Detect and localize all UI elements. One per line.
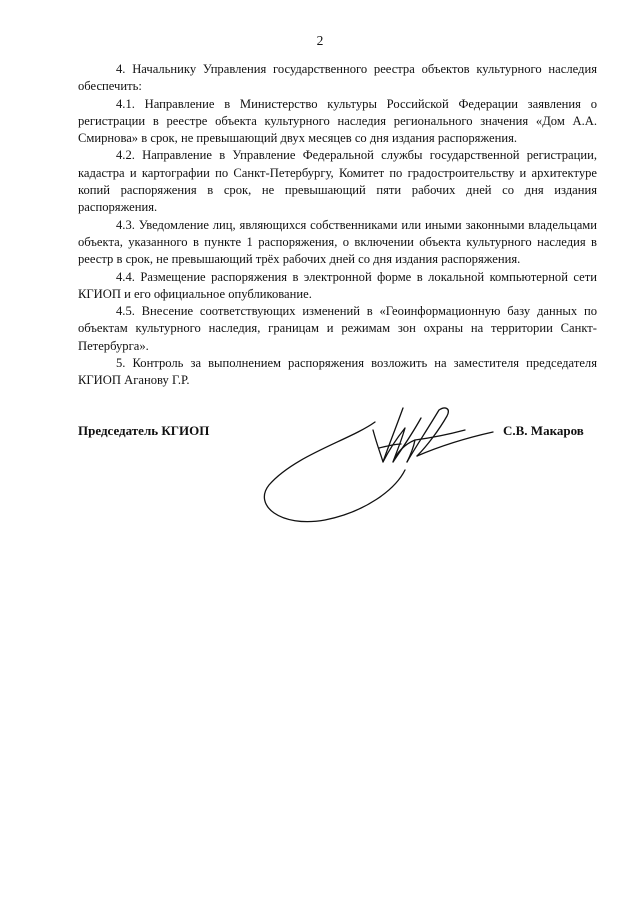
paragraph-4-1: 4.1. Направление в Министерство культуры Российской Федерации заявления о регистрации в реестре объекта культурного наследия регионального значения «Дом А.А. Смирнова» в срок, не превышающий двух месяцев со дня издания распоряжения. bbox=[78, 96, 597, 146]
document-body bbox=[78, 61, 597, 390]
paragraph-4-5: 4.5. Внесение соответствующих изменений в «Геоинформационную базу данных по объектам культурного наследия, границам и режимам зон охраны на территории Санкт-Петербурга». bbox=[78, 304, 597, 353]
signer-name: С.В. Макаров bbox=[503, 423, 584, 438]
paragraph-4: 4. Начальнику Управления государственного реестра объектов культурного наследия обеспечить: bbox=[78, 62, 597, 94]
paragraph-4-4: 4.4. Размещение распоряжения в электронной форме в локальной компьютерной сети КГИОП и его официальное опубликование. bbox=[78, 269, 597, 301]
paragraph-5: 5. Контроль за выполнением распоряжения возложить на заместителя председателя КГИОП Аганову Г.Р. bbox=[78, 356, 597, 388]
paragraph-4-3: 4.3. Уведомление лиц, являющихся собственниками или иными законными владельцами объекта, указанного в пункте 1 распоряжения, о включении объекта культурного наследия в реестр в срок, не превышающий трёх рабочих дней со дня издания распоряжения. bbox=[78, 217, 597, 267]
paragraph-4-2: 4.2. Направление в Управление Федеральной службы государственной регистрации, кадастра и картографии по Санкт-Петербургу, Комитет по градостроительству и архитектуре копий распоряжения в срок, не превышающий пяти рабочих дней со дня издания распоряжения. bbox=[78, 148, 597, 215]
signer-title: Председатель КГИОП bbox=[78, 423, 210, 438]
handwritten-signature bbox=[255, 400, 495, 535]
page-number: 2 bbox=[316, 33, 324, 48]
signature-block bbox=[0, 400, 640, 540]
